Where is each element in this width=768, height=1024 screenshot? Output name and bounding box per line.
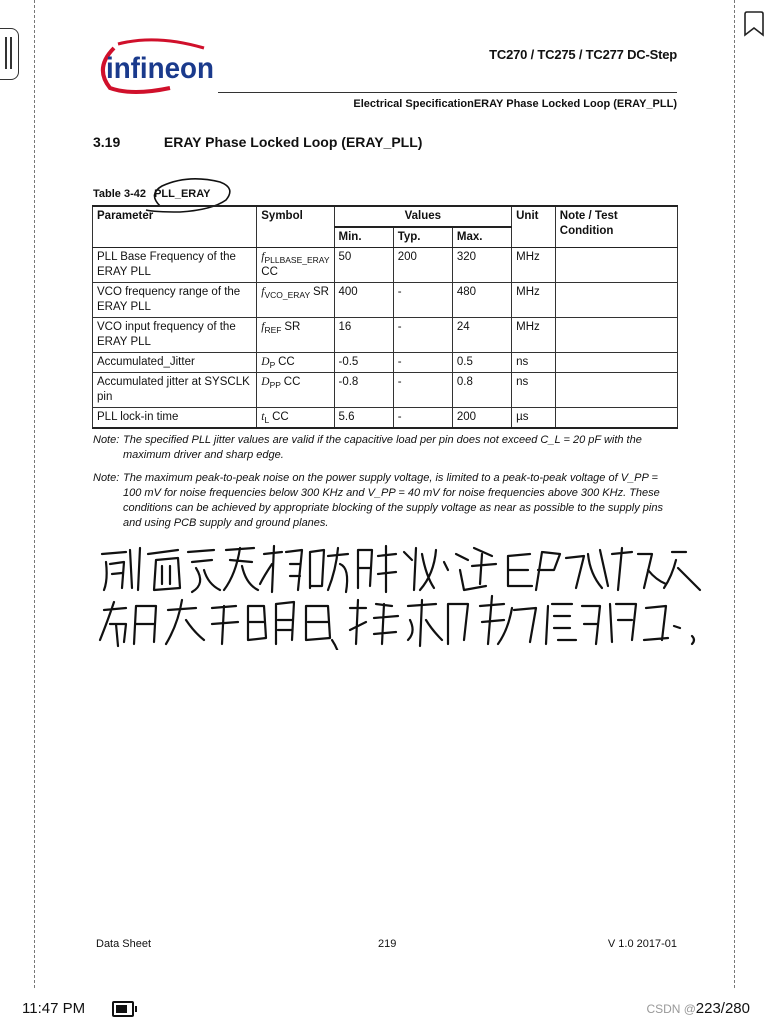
battery-icon [112, 1001, 134, 1017]
cell-note [555, 318, 677, 353]
cell-symbol [257, 248, 334, 283]
symbol-subscript: L [264, 415, 270, 425]
notes-block [93, 433, 679, 539]
cell-min: 400 [334, 283, 393, 318]
section-heading [93, 134, 422, 150]
symbol-subscript: PLLBASE_ERAY [264, 255, 330, 265]
cell-max: 320 [452, 248, 511, 283]
cell-typ: - [393, 283, 452, 318]
cell-parameter: Accumulated jitter at SYSCLK pin [93, 373, 257, 408]
table-caption [93, 188, 211, 200]
symbol-main: t [261, 411, 265, 423]
note-label: Note: [93, 472, 120, 484]
cell-max: 480 [452, 283, 511, 318]
header-unit: Unit [512, 206, 556, 248]
cell-unit: MHz [512, 318, 556, 353]
cell-typ: - [393, 373, 452, 408]
document-subtitle: Electrical SpecificationERAY Phase Locked Loop (ERAY_PLL) [353, 98, 677, 110]
symbol-main: f [261, 251, 265, 263]
note-jitter [93, 433, 679, 463]
cell-typ: - [393, 318, 452, 353]
cell-typ: 200 [393, 248, 452, 283]
header-values: Values [334, 206, 512, 227]
symbol-subscript: P [269, 360, 276, 370]
table-row [93, 283, 678, 318]
table-row [93, 248, 678, 283]
table-row [93, 318, 678, 353]
cell-parameter: Accumulated_Jitter [93, 353, 257, 373]
cell-min: -0.8 [334, 373, 393, 408]
symbol-class: SR [284, 321, 301, 333]
symbol-class: CC [261, 266, 278, 278]
cell-parameter: VCO frequency range of the ERAY PLL [93, 283, 257, 318]
cell-max: 0.5 [452, 353, 511, 373]
svg-text:infineon: infineon [106, 52, 214, 85]
status-bar [0, 994, 768, 1024]
symbol-class: CC [278, 356, 295, 368]
table-row [93, 408, 678, 429]
cell-unit: ns [512, 353, 556, 373]
side-panel-handle[interactable] [0, 28, 19, 80]
symbol-subscript: VCO_ERAY [264, 290, 311, 300]
cell-note [555, 353, 677, 373]
header-symbol: Symbol [257, 206, 334, 248]
symbol-subscript: PP [269, 380, 281, 390]
page-right-edge [734, 0, 735, 988]
symbol-class: SR [313, 286, 329, 298]
page-number: 219 [378, 938, 397, 950]
cell-symbol [257, 408, 334, 429]
cell-note [555, 248, 677, 283]
symbol-main: D [261, 376, 270, 388]
bookmark-icon[interactable] [741, 8, 767, 38]
symbol-main: D [261, 356, 270, 368]
cell-symbol [257, 373, 334, 408]
table-header-row [93, 206, 678, 227]
table-row [93, 373, 678, 408]
page-left-edge [34, 0, 35, 988]
cell-max: 0.8 [452, 373, 511, 408]
table-row [93, 353, 678, 373]
table-number: Table 3-42 [93, 188, 146, 200]
watermark: CSDN @ [646, 1002, 696, 1016]
page-indicator[interactable]: 223/280 [695, 1000, 750, 1017]
symbol-class: CC [283, 376, 301, 388]
cell-note [555, 408, 677, 429]
note-text: The maximum peak-to-peak noise on the power supply voltage, is limited to a peak-to-peak voltage of V_PP = 100 mV for noise frequencies below 300 KHz and V_PP = 40 mV for noise frequencies above 300 KHz. These conditions can be achieved by appropriate blocking of the supply voltage as near as possible to the supply pins and using PCB supply and ground planes. [123, 472, 663, 529]
cell-min: -0.5 [334, 353, 393, 373]
symbol-main: f [261, 286, 265, 298]
cell-note [555, 283, 677, 318]
infineon-logo [92, 38, 220, 94]
note-text: The specified PLL jitter values are valid if the capacitive load per pin does not exceed C_L = 20 pF with the maximum driver and sharp edge. [123, 434, 642, 461]
cell-unit: MHz [512, 283, 556, 318]
cell-unit: µs [512, 408, 556, 429]
cell-symbol [257, 283, 334, 318]
note-supply-noise [93, 471, 679, 531]
header-min: Min. [334, 227, 393, 248]
battery-fill [116, 1005, 127, 1013]
header-max: Max. [452, 227, 511, 248]
handwritten-annotation [96, 540, 706, 650]
cell-note [555, 373, 677, 408]
footer-version: V 1.0 2017-01 [607, 938, 677, 950]
header-typ: Typ. [393, 227, 452, 248]
symbol-class: CC [272, 411, 289, 423]
header-note: Note / Test Condition [555, 206, 677, 248]
cell-unit: ns [512, 373, 556, 408]
table-title: PLL_ERAY [154, 188, 211, 200]
cell-parameter: PLL lock-in time [93, 408, 257, 429]
header-rule [218, 92, 677, 93]
cell-typ: - [393, 353, 452, 373]
cell-max: 200 [452, 408, 511, 429]
cell-min: 16 [334, 318, 393, 353]
footer-left: Data Sheet [96, 938, 152, 950]
cell-parameter: PLL Base Frequency of the ERAY PLL [93, 248, 257, 283]
header-parameter: Parameter [93, 206, 257, 248]
clock: 11:47 PM [22, 1000, 86, 1017]
cell-unit: MHz [512, 248, 556, 283]
document-title: TC270 / TC275 / TC277 DC-Step [489, 47, 677, 62]
cell-typ: - [393, 408, 452, 429]
section-title: ERAY Phase Locked Loop (ERAY_PLL) [163, 134, 423, 150]
symbol-main: f [261, 321, 265, 333]
symbol-subscript: REF [264, 325, 282, 335]
section-number: 3.19 [93, 134, 121, 150]
cell-min: 5.6 [334, 408, 393, 429]
cell-symbol [257, 318, 334, 353]
cell-max: 24 [452, 318, 511, 353]
pll-eray-table [92, 205, 678, 429]
note-label: Note: [93, 434, 120, 446]
cell-min: 50 [334, 248, 393, 283]
cell-parameter: VCO input frequency of the ERAY PLL [93, 318, 257, 353]
cell-symbol [257, 353, 334, 373]
